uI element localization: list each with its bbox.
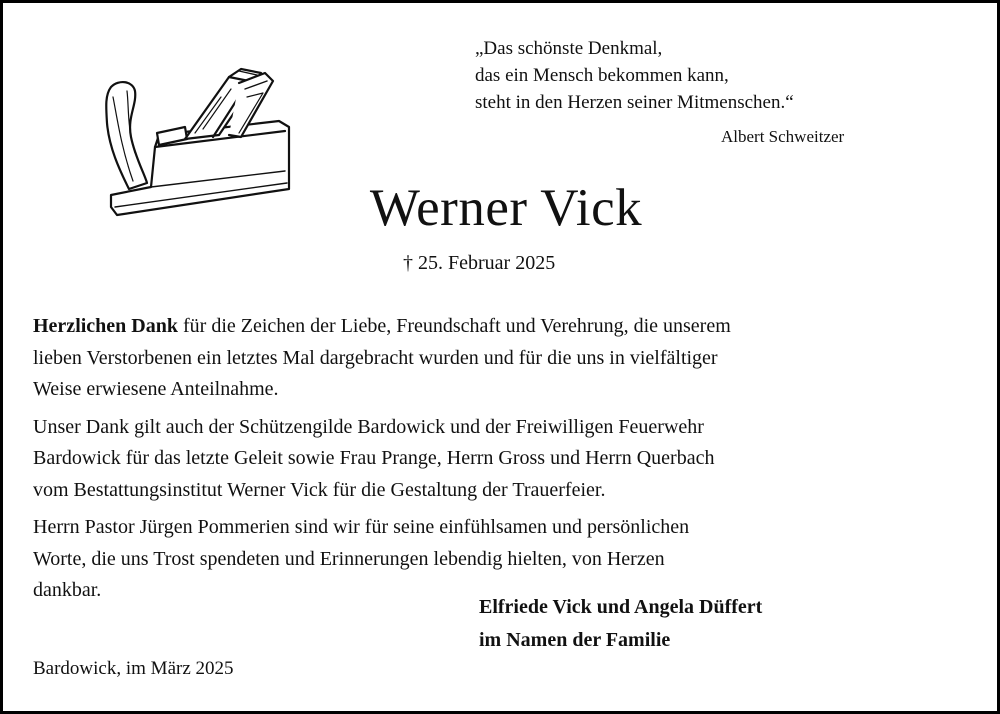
signature [479,591,762,657]
paragraph [33,412,993,507]
greeting-bold: Herzlichen Dank [33,315,178,337]
quote-line: steht in den Herzen seiner Mitmenschen.“ [475,92,794,113]
thank-you-text [33,311,993,613]
place-date: Bardowick, im März 2025 [33,658,234,679]
text-line: lieben Verstorbenen ein letztes Mal dargebracht wurden und für die uns in vielfältiger [33,346,718,369]
text-line [33,311,993,343]
death-date: † 25. Februar 2025 [403,252,556,274]
signature-names: Elfriede Vick und Angela Düffert [479,596,763,618]
text-line: Bardowick für das letzte Geleit sowie Frau Prange, Herrn Gross und Herrn Querbach [33,447,715,469]
text-line: Worte, die uns Trost spendeten und Erinnerungen lebendig hielten, von Herzen [33,547,665,570]
text-line: Unser Dank gilt auch der Schützengilde Bardowick und der Freiwilligen Feuerwehr [33,415,704,438]
text-line: Herrn Pastor Jürgen Pommerien sind wir für seine einfühlsamen und persönlichen [33,516,690,538]
quote [475,35,945,116]
quote-line: „Das schönste Denkmal, [475,38,663,59]
quote-author: Albert Schweitzer [721,127,845,146]
paragraph [33,311,993,406]
deceased-name: Werner Vick [369,179,643,237]
text-line: vom Bestattungsinstitut Werner Vick für die Gestaltung der Trauerfeier. [33,478,606,501]
line-text: für die Zeichen der Liebe, Freundschaft und Verehrung, die unserem [178,315,731,337]
quote-line: das ein Mensch bekommen kann, [475,65,729,86]
text-line: Weise erwiesene Anteilnahme. [33,378,279,400]
text-line: dankbar. [33,579,102,601]
signature-family: im Namen der Familie [479,629,671,651]
